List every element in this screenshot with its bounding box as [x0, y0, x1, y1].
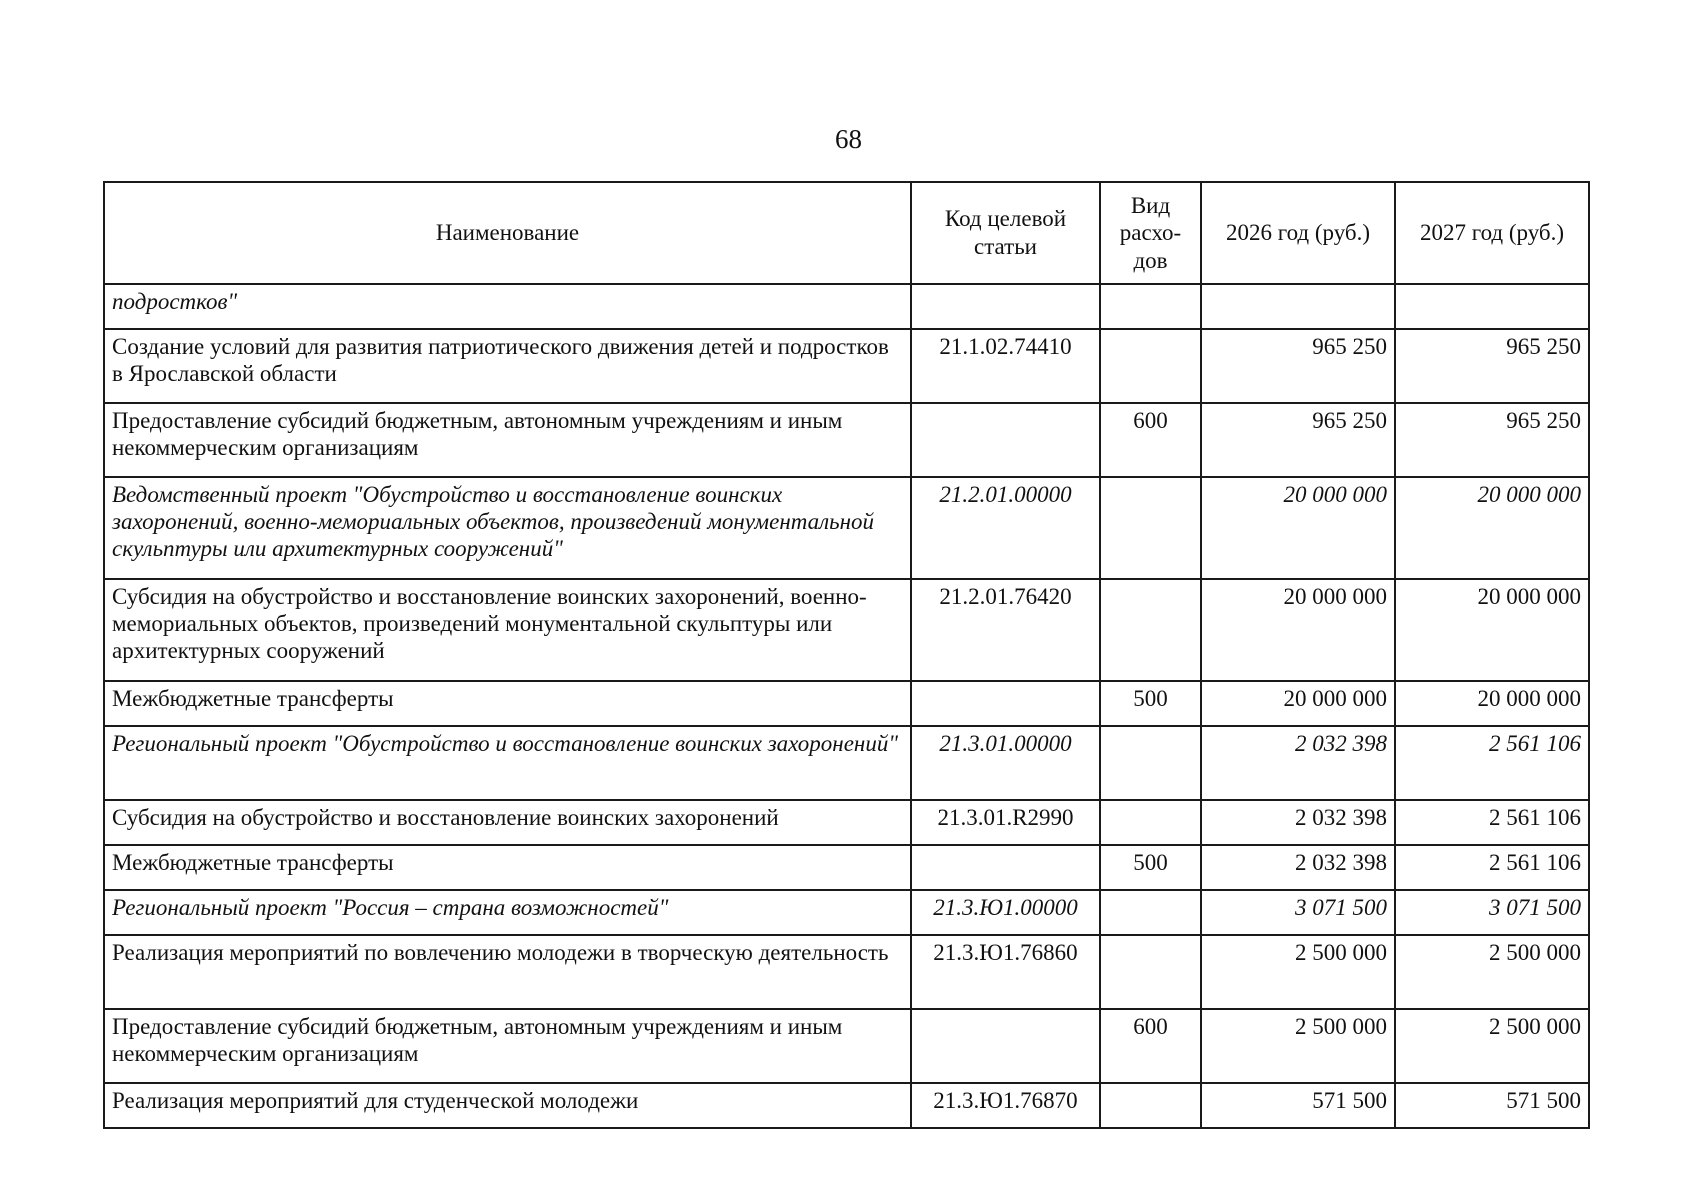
row-amount-2026: 20 000 000 [1201, 681, 1395, 726]
row-expense-type [1100, 579, 1201, 681]
row-amount-2026: 20 000 000 [1201, 579, 1395, 681]
row-amount-2026 [1201, 284, 1395, 329]
row-amount-2027: 2 561 106 [1395, 726, 1589, 800]
row-code: 21.3.Ю1.76860 [911, 935, 1100, 1009]
table-row [104, 845, 1589, 890]
budget-table [103, 181, 1590, 1129]
row-amount-2027: 2 500 000 [1395, 1009, 1589, 1083]
row-name: Межбюджетные трансферты [104, 845, 911, 890]
row-expense-type [1100, 284, 1201, 329]
table-row [104, 726, 1589, 800]
row-name: Создание условий для развития патриотического движения детей и подростков в Ярославской области [104, 329, 911, 403]
table-row [104, 800, 1589, 845]
row-amount-2026: 2 032 398 [1201, 845, 1395, 890]
row-expense-type: 500 [1100, 681, 1201, 726]
header-2026: 2026 год (руб.) [1201, 182, 1395, 284]
row-amount-2026: 2 032 398 [1201, 726, 1395, 800]
row-amount-2026: 965 250 [1201, 329, 1395, 403]
row-name: Региональный проект "Обустройство и восстановление воинских захоронений" [104, 726, 911, 800]
row-expense-type [1100, 726, 1201, 800]
table-row [104, 1083, 1589, 1128]
row-expense-type: 600 [1100, 403, 1201, 477]
table-row [104, 329, 1589, 403]
row-amount-2026: 3 071 500 [1201, 890, 1395, 935]
table-row [104, 477, 1589, 579]
table-row [104, 284, 1589, 329]
row-expense-type [1100, 329, 1201, 403]
row-name: Реализация мероприятий для студенческой молодежи [104, 1083, 911, 1128]
row-name: Предоставление субсидий бюджетным, автономным учреждениям и иным некоммерческим организациям [104, 1009, 911, 1083]
row-amount-2026: 2 500 000 [1201, 1009, 1395, 1083]
row-code [911, 403, 1100, 477]
row-amount-2027: 965 250 [1395, 329, 1589, 403]
row-code: 21.3.01.R2990 [911, 800, 1100, 845]
row-code: 21.2.01.76420 [911, 579, 1100, 681]
table-header-row [104, 182, 1589, 284]
row-expense-type [1100, 890, 1201, 935]
row-name: Реализация мероприятий по вовлечению молодежи в творческую деятельность [104, 935, 911, 1009]
row-amount-2026: 2 032 398 [1201, 800, 1395, 845]
row-amount-2027: 2 561 106 [1395, 845, 1589, 890]
row-amount-2026: 965 250 [1201, 403, 1395, 477]
row-amount-2027: 20 000 000 [1395, 477, 1589, 579]
row-code [911, 1009, 1100, 1083]
row-code [911, 845, 1100, 890]
row-amount-2027: 571 500 [1395, 1083, 1589, 1128]
row-name: Региональный проект "Россия – страна возможностей" [104, 890, 911, 935]
row-amount-2027: 2 500 000 [1395, 935, 1589, 1009]
row-code: 21.3.Ю1.00000 [911, 890, 1100, 935]
row-code: 21.2.01.00000 [911, 477, 1100, 579]
row-expense-type [1100, 1083, 1201, 1128]
header-code: Код целевой статьи [911, 182, 1100, 284]
table-row [104, 681, 1589, 726]
row-amount-2027: 2 561 106 [1395, 800, 1589, 845]
row-amount-2026: 2 500 000 [1201, 935, 1395, 1009]
row-name: Субсидия на обустройство и восстановление воинских захоронений, военно-мемориальных объектов, произведений монументальной скульптуры или архитектурных сооружений [104, 579, 911, 681]
row-amount-2026: 571 500 [1201, 1083, 1395, 1128]
row-amount-2027 [1395, 284, 1589, 329]
table-row [104, 890, 1589, 935]
row-expense-type: 600 [1100, 1009, 1201, 1083]
row-name: Межбюджетные трансферты [104, 681, 911, 726]
table-row [104, 579, 1589, 681]
table-row [104, 403, 1589, 477]
table-row [104, 1009, 1589, 1083]
row-amount-2027: 20 000 000 [1395, 579, 1589, 681]
row-code: 21.3.01.00000 [911, 726, 1100, 800]
row-code: 21.1.02.74410 [911, 329, 1100, 403]
header-name: Наименование [104, 182, 911, 284]
row-amount-2027: 965 250 [1395, 403, 1589, 477]
row-expense-type: 500 [1100, 845, 1201, 890]
row-expense-type [1100, 935, 1201, 1009]
page-number: 68 [835, 124, 862, 154]
row-name: подростков" [104, 284, 911, 329]
row-amount-2026: 20 000 000 [1201, 477, 1395, 579]
row-name: Субсидия на обустройство и восстановление воинских захоронений [104, 800, 911, 845]
row-name: Ведомственный проект "Обустройство и восстановление воинских захоронений, военно-мемориальных объектов, произведений монументальной скульптуры или архитектурных сооружений" [104, 477, 911, 579]
header-2027: 2027 год (руб.) [1395, 182, 1589, 284]
row-amount-2027: 3 071 500 [1395, 890, 1589, 935]
table-row [104, 935, 1589, 1009]
row-code [911, 681, 1100, 726]
row-name: Предоставление субсидий бюджетным, автономным учреждениям и иным некоммерческим организациям [104, 403, 911, 477]
row-code: 21.3.Ю1.76870 [911, 1083, 1100, 1128]
row-expense-type [1100, 800, 1201, 845]
header-type: Вид расхо-дов [1100, 182, 1201, 284]
row-code [911, 284, 1100, 329]
row-expense-type [1100, 477, 1201, 579]
row-amount-2027: 20 000 000 [1395, 681, 1589, 726]
